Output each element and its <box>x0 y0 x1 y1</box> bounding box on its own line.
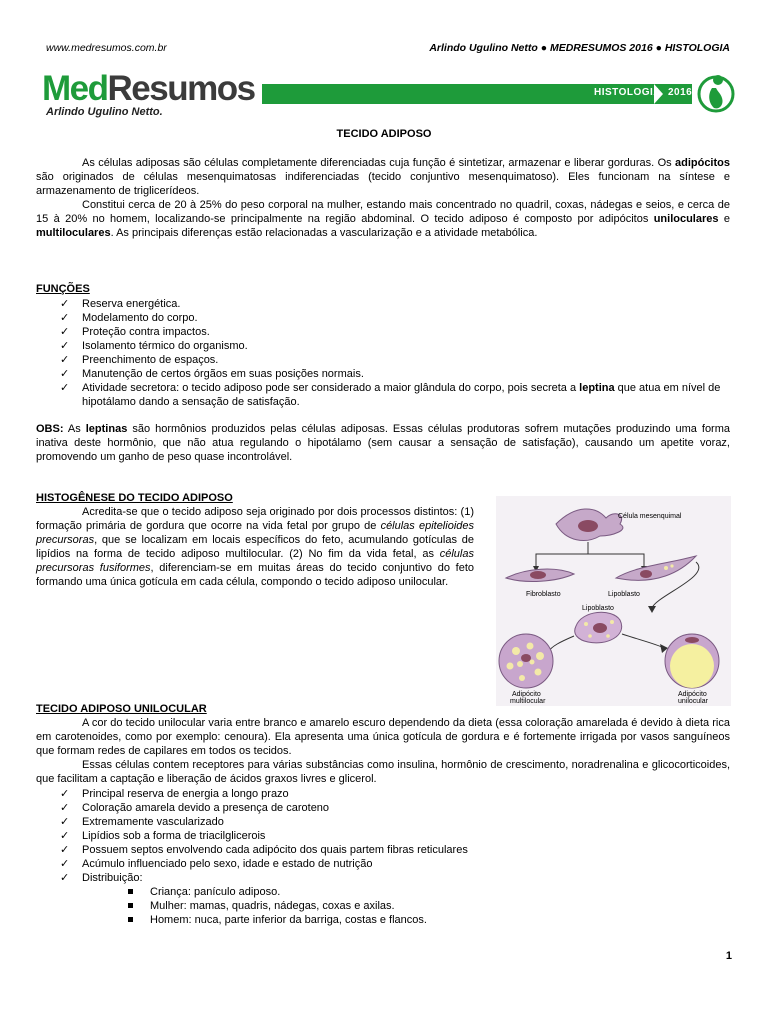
label-mesenquimal: Célula mesenquimal <box>618 513 682 520</box>
label-multi-2: multilocular <box>510 698 546 705</box>
checkmark-icon: ✓ <box>60 830 70 842</box>
label-uni-2: unilocular <box>678 698 708 705</box>
arrow-to-fibroblast <box>536 542 588 568</box>
obs-text-a: As <box>63 423 86 435</box>
list-item <box>56 367 730 381</box>
checkmark-icon: ✓ <box>60 872 70 884</box>
list-item-text: Reserva energética. <box>82 298 181 310</box>
list-item <box>56 843 730 857</box>
intro-p1-bold: adipócitos <box>674 157 730 169</box>
list-item <box>56 829 730 843</box>
logo-resumos: Resumos <box>107 69 255 108</box>
running-header <box>46 42 730 56</box>
histo-italic-1: células epitelioides precursoras <box>36 519 474 546</box>
checkmark-icon: ✓ <box>60 326 70 338</box>
subject-band <box>262 84 692 104</box>
list-item <box>56 311 730 325</box>
square-bullet-icon <box>128 917 133 922</box>
list-item <box>56 801 730 815</box>
sublist-item-text: Mulher: mamas, quadris, nádegas, coxas e axilas. <box>150 900 395 912</box>
medresumos-logo <box>42 70 255 108</box>
histo-text-c: , que se localizam em locais específicos do feto, acumulando gotículas de lipídios na forma de tecido adiposo multilocular. (2) No fim da vida fetal, as <box>36 533 474 560</box>
histo-italic-2: células precursoras fusiformes <box>36 547 474 574</box>
checkmark-icon: ✓ <box>60 340 70 352</box>
checkmark-icon: ✓ <box>60 354 70 366</box>
pregnancy-emblem-icon <box>696 68 736 116</box>
intro-p2-text-e: . As principais diferenças estão relacionadas a vascularização e a atividade metabólica. <box>110 226 538 239</box>
unilocular-paragraph-1: A cor do tecido unilocular varia entre branco e amarelo escuro dependendo da dieta (essa coloração amarelada é devido à dieta rica em carotenoides, como por exemplo: cenoura). Ela apresenta uma única gotícula de gordura e é fortemente irrigada por vasos sanguíneos que formam redes de capilares em todos os tecidos. <box>36 717 730 757</box>
obs-label: OBS: <box>36 423 64 435</box>
label-lipoblasto-a: Lipoblasto <box>608 591 640 598</box>
lipoblast-fusiform-cell <box>616 556 696 580</box>
logo-author: Arlindo Ugulino Netto. <box>46 106 163 118</box>
intro-p2-bold-multi: multiloculares <box>36 226 111 239</box>
leptina-bold: leptina <box>579 382 615 394</box>
checkmark-icon: ✓ <box>60 298 70 310</box>
checkmark-icon: ✓ <box>60 816 70 828</box>
intro-p2-text-a: Constitui cerca de 20 à 25% do peso corporal na mulher, estando mais concentrado no quadril, coxas, nádegas e seios, e cerca de 15 à 20% no homem, localizando-se principalmente na região abdominal. O tecido adiposo é composto por adipócitos <box>36 199 730 225</box>
brand-banner <box>40 68 735 120</box>
list-item-text: Manutenção de certos órgãos em suas posições normais. <box>82 368 364 380</box>
intro-p2-bold-uni: uniloculares <box>653 212 719 225</box>
square-bullet-icon <box>128 903 133 908</box>
intro-p1-text-c: são originados de células mesenquimatosas indiferenciadas (tecido conjuntivo mesenquimatoso). Eles funcionam na síntese e armazenamento de triglicerídeos. <box>36 170 730 197</box>
list-item <box>56 787 730 801</box>
list-item <box>56 381 730 409</box>
list-item-text: Coloração amarela devido a presença de caroteno <box>82 802 330 814</box>
list-item <box>56 297 730 311</box>
unilocular-heading: TECIDO ADIPOSO UNILOCULAR <box>36 703 207 715</box>
list-item <box>56 871 730 927</box>
funcoes-heading: FUNÇÕES <box>36 283 90 295</box>
histo-text-a: Acredita-se que o tecido adiposo seja originado por dois processos distintos: (1) formação primária de gordura que ocorre na vida fetal por grupo de <box>36 506 474 532</box>
checkmark-icon: ✓ <box>60 858 70 870</box>
intro-p1-text-a: As células adiposas são células completamente diferenciadas cuja função é sintetizar, armazenar e liberar gorduras. Os <box>82 157 675 169</box>
list-item <box>56 353 730 367</box>
list-item <box>56 325 730 339</box>
list-item-text: Lipídios sob a forma de triacilglicerois <box>82 830 266 842</box>
label-fibroblasto: Fibroblasto <box>526 591 561 598</box>
histogenese-heading: HISTOGÊNESE DO TECIDO ADIPOSO <box>36 492 233 504</box>
band-year: 2016 <box>668 87 693 98</box>
list-item-text: Proteção contra impactos. <box>82 326 210 338</box>
funcoes-list <box>56 297 730 409</box>
sublist-item <box>140 913 730 927</box>
sublist-item-text: Criança: panículo adiposo. <box>150 886 281 898</box>
checkmark-icon: ✓ <box>60 788 70 800</box>
list-item-text: Isolamento térmico do organismo. <box>82 340 248 352</box>
adipocyte-differentiation-figure <box>496 496 731 706</box>
obs-bold-leptinas: leptinas <box>85 423 128 435</box>
mesenchymal-nucleus <box>578 520 598 532</box>
unilocular-list <box>56 787 730 927</box>
list-item <box>56 815 730 829</box>
distribution-sublist <box>82 885 730 927</box>
sublist-item <box>140 899 730 913</box>
histo-text-e: , diferenciam-se em muitas áreas do tecido conjuntivo do feto formando uma única gotícula em cada célula, compondo o tecido adiposo unilocular. <box>36 561 474 588</box>
label-multi-1: Adipócito <box>512 691 541 698</box>
header-author-info: Arlindo Ugulino Netto ● MEDRESUMOS 2016 ● HISTOLOGIA <box>429 42 730 54</box>
obs-paragraph <box>36 423 730 465</box>
label-lipoblasto-b: Lipoblasto <box>582 605 614 612</box>
label-uni-1: Adipócito <box>678 691 707 698</box>
arrow-to-lipoblast <box>588 554 644 568</box>
list-item-text: Extremamente vascularizado <box>82 816 224 828</box>
histogenese-paragraph <box>36 506 474 589</box>
list-item-text: Acúmulo influenciado pelo sexo, idade e estado de nutrição <box>82 858 373 870</box>
list-item-text: Preenchimento de espaços. <box>82 354 219 366</box>
list-item-text: Modelamento do corpo. <box>82 312 198 324</box>
page-title: TECIDO ADIPOSO <box>336 128 432 140</box>
sublist-item <box>140 885 730 899</box>
list-item-text: Atividade secretora: o tecido adiposo pode ser considerado a maior glândula do corpo, pois secreta a <box>82 382 580 394</box>
checkmark-icon: ✓ <box>60 844 70 856</box>
checkmark-icon: ✓ <box>60 382 70 394</box>
checkmark-icon: ✓ <box>60 802 70 814</box>
intro-paragraph-2 <box>36 199 730 241</box>
list-item <box>56 339 730 353</box>
intro-paragraph-1 <box>36 157 730 199</box>
sublist-item-text: Homem: nuca, parte inferior da barriga, costas e flancos. <box>150 914 427 926</box>
obs-text-c: são hormônios produzidos pelas células adiposas. Essas células produtoras sofrem mutações produzindo uma forma inativa deste hormônio, que não atua regulando o hipotálamo (sem causar a sensação de satisfação), causando um apetite voraz, promovendo um ganho de peso quase incontrolável. <box>36 423 731 463</box>
checkmark-icon: ✓ <box>60 368 70 380</box>
website-url: www.medresumos.com.br <box>46 42 167 54</box>
unilocular-paragraph-2: Essas células contem receptores para várias substâncias como insulina, hormônio de crescimento, noradrenalina e glicocorticoides, que facilitam a captação e liberação de ácidos graxos livres e glicerol. <box>36 759 730 785</box>
checkmark-icon: ✓ <box>60 312 70 324</box>
intro-p2-text-c: e <box>718 212 730 225</box>
logo-med: Med <box>42 69 108 108</box>
list-item-text: Possuem septos envolvendo cada adipócito dos quais partem fibras reticulares <box>82 844 468 856</box>
band-subject: HISTOLOGIA <box>594 87 662 98</box>
band-separator <box>654 84 663 104</box>
list-item <box>56 857 730 871</box>
list-item-text: Principal reserva de energia a longo prazo <box>82 788 289 800</box>
differentiation-diagram <box>496 496 731 706</box>
list-item-text: Distribuição: <box>82 872 143 884</box>
square-bullet-icon <box>128 889 133 894</box>
list-item-text-end: que atua em nível de hipotálamo dando a sensação de satisfação. <box>82 382 721 408</box>
page-number: 1 <box>725 950 732 962</box>
